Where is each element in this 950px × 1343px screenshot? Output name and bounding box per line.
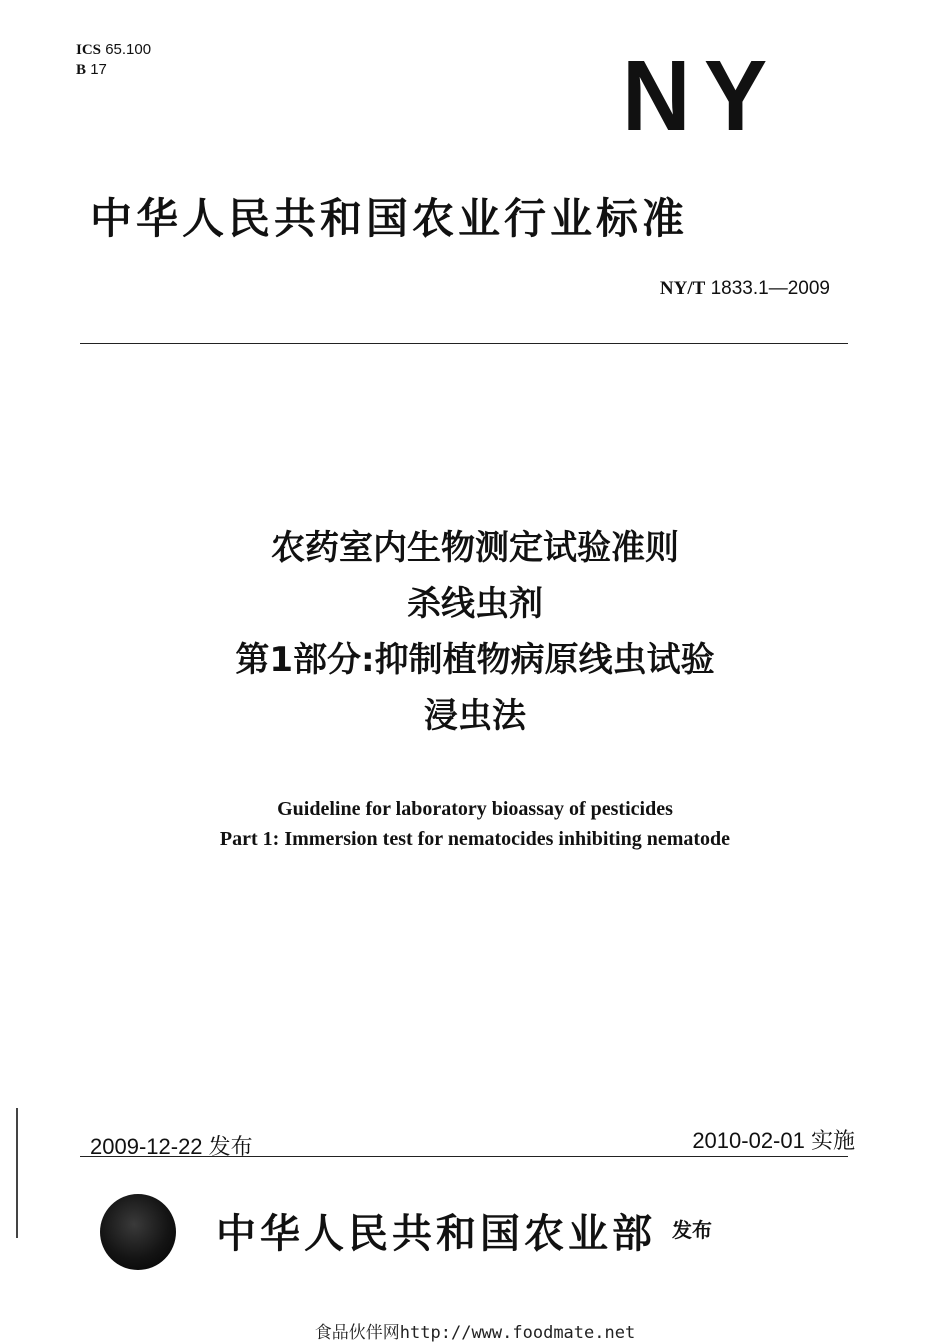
title-line-1: 农药室内生物测定试验准则 [271,528,679,568]
effective-date-label: 实施 [810,1128,855,1153]
issuer-name: 中华人民共和国农业部 [216,1211,656,1257]
ics-label: ICS [76,42,102,58]
title-line-4: 浸虫法 [424,696,526,736]
english-title-line-1: Guideline for laboratory bioassay of pesticides [277,798,673,820]
ny-logo: NY [622,40,781,152]
publish-date-value: 2009-12-22 [90,1134,203,1159]
classification-codes [76,40,151,80]
publish-date-label: 发布 [208,1134,253,1159]
header-divider [80,343,848,344]
watermark: 食品伙伴网http://www.foodmate.net [314,1323,636,1343]
class-code: 17 [90,61,107,78]
english-title-line-2: Part 1: Immersion test for nematocides inhibiting nematode [219,828,731,850]
standard-number [660,278,830,300]
chinese-title-block [0,520,950,744]
title-line-2: 杀线虫剂 [407,584,543,624]
issuer-suffix: 发布 [672,1218,712,1242]
scan-edge-line [16,1108,18,1238]
title-line-3: 第1部分:抑制植物病原线虫试验 [235,640,715,680]
ministry-seal [100,1194,176,1270]
footer-divider [80,1156,848,1157]
english-title-block [0,794,950,854]
standard-number-prefix: NY/T [659,278,706,299]
ics-code: 65.100 [105,41,152,58]
effective-date [692,1124,855,1155]
class-label: B [76,62,87,78]
class-line [76,60,151,80]
effective-date-value: 2010-02-01 [692,1128,805,1153]
ics-line [76,40,151,60]
organization-title: 中华人民共和国农业行业标准 [90,194,689,243]
standard-number-value: 1833.1—2009 [710,278,830,299]
